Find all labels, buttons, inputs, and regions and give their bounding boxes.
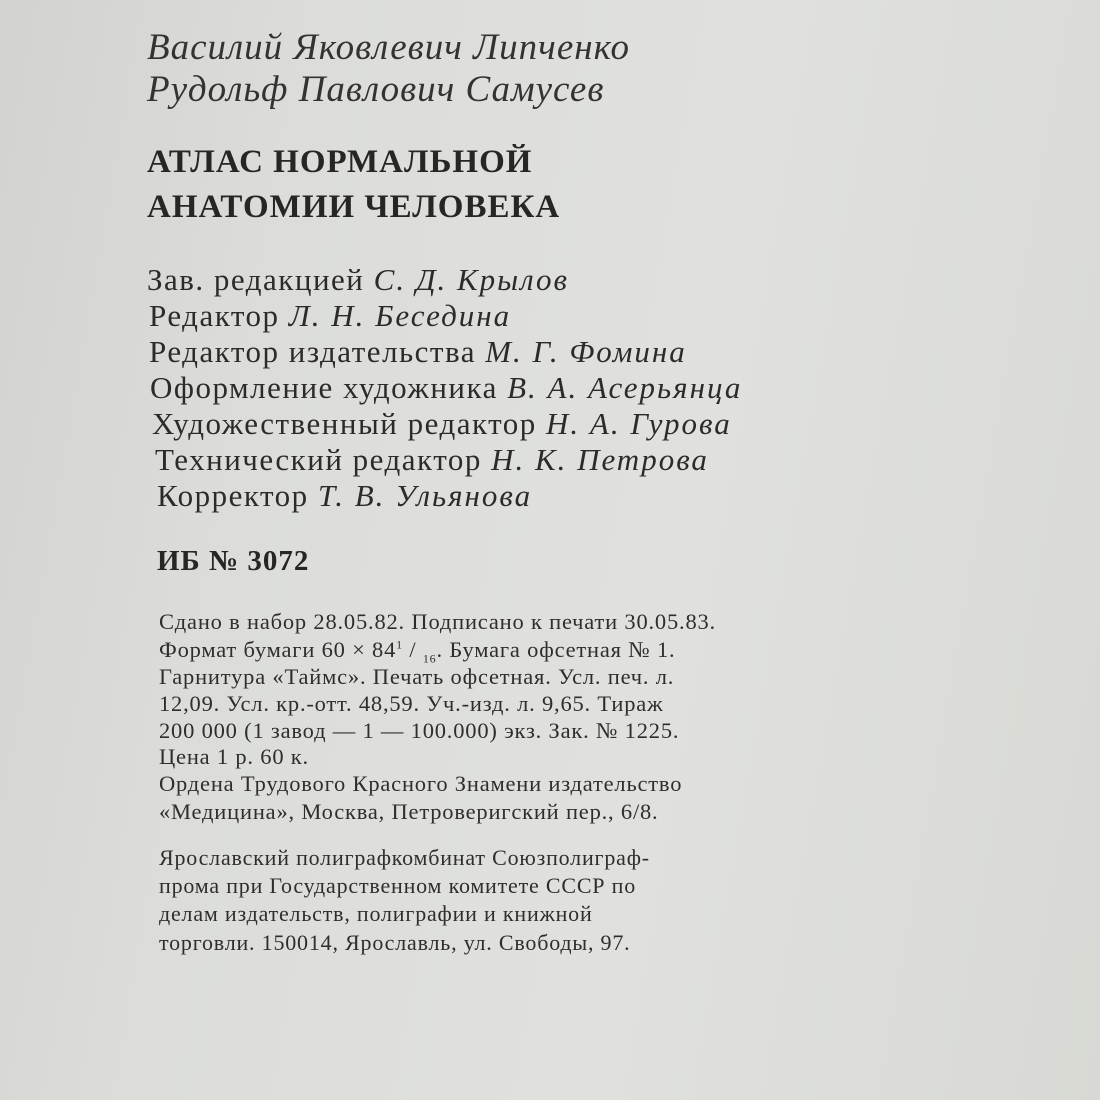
- credit-line: [157, 478, 532, 514]
- author-1: Василий Яковлевич Липченко: [147, 27, 631, 68]
- imprint-line: Цена 1 р. 60 к.: [159, 744, 309, 769]
- credit-person: М. Г. Фомина: [485, 334, 687, 369]
- credit-line: [147, 262, 569, 298]
- printer-line: торговли. 150014, Ярославль, ул. Свободы, 97.: [159, 930, 631, 955]
- credit-person: С. Д. Крылов: [373, 262, 569, 297]
- author-2: Рудольф Павлович Самусев: [147, 69, 605, 110]
- imprint-line: 12,09. Усл. кр.-отт. 48,59. Уч.-изд. л. 9,65. Тираж: [159, 691, 664, 716]
- imprint-format-slash: /: [402, 637, 423, 662]
- imprint-format-subscript: 16: [422, 651, 437, 666]
- credit-role: Художественный редактор: [152, 406, 537, 441]
- ib-number: ИБ № 3072: [157, 545, 310, 577]
- imprint-format-superscript: 1: [396, 637, 403, 652]
- credit-person: В. А. Асерьянца: [507, 370, 743, 405]
- credit-line: [152, 406, 732, 442]
- imprint-line: Ордена Трудового Красного Знамени издательство: [159, 771, 683, 796]
- title-line-1: АТЛАС НОРМАЛЬНОЙ: [147, 144, 533, 180]
- credit-line: [150, 370, 742, 406]
- printer-line: прома при Государственном комитете СССР по: [159, 873, 637, 898]
- credit-person: Н. А. Гурова: [546, 406, 732, 441]
- credit-line: [155, 442, 709, 478]
- printer-line: делам издательств, полиграфии и книжной: [159, 901, 593, 926]
- credit-role: Оформление художника: [150, 370, 498, 405]
- credit-role: Редактор: [149, 298, 280, 333]
- credit-person: Л. Н. Беседина: [288, 298, 512, 333]
- imprint-line: Сдано в набор 28.05.82. Подписано к печати 30.05.83.: [159, 609, 716, 634]
- imprint-line: Гарнитура «Таймс». Печать офсетная. Усл. печ. л.: [159, 664, 675, 689]
- imprint-line: «Медицина», Москва, Петроверигский пер., 6/8.: [159, 799, 659, 824]
- imprint-line: 200 000 (1 завод — 1 — 100.000) экз. Зак. № 1225.: [159, 718, 680, 743]
- credit-role: Корректор: [157, 478, 309, 513]
- credit-role: Технический редактор: [155, 442, 482, 477]
- imprint-format-rest: . Бумага офсетная № 1.: [436, 637, 676, 662]
- credit-person: Т. В. Ульянова: [317, 478, 533, 513]
- imprint-line: [159, 637, 675, 667]
- credit-line: [149, 334, 687, 370]
- credit-role: Зав. редакцией: [147, 262, 365, 297]
- credit-line: [149, 298, 511, 334]
- imprint-format-text: Формат бумаги 60 × 84: [159, 637, 397, 662]
- credit-role: Редактор издательства: [149, 334, 476, 369]
- title-line-2: АНАТОМИИ ЧЕЛОВЕКА: [147, 189, 561, 225]
- credit-person: Н. К. Петрова: [491, 442, 709, 477]
- printer-line: Ярославский полиграфкомбинат Союзполиграф-: [159, 845, 650, 870]
